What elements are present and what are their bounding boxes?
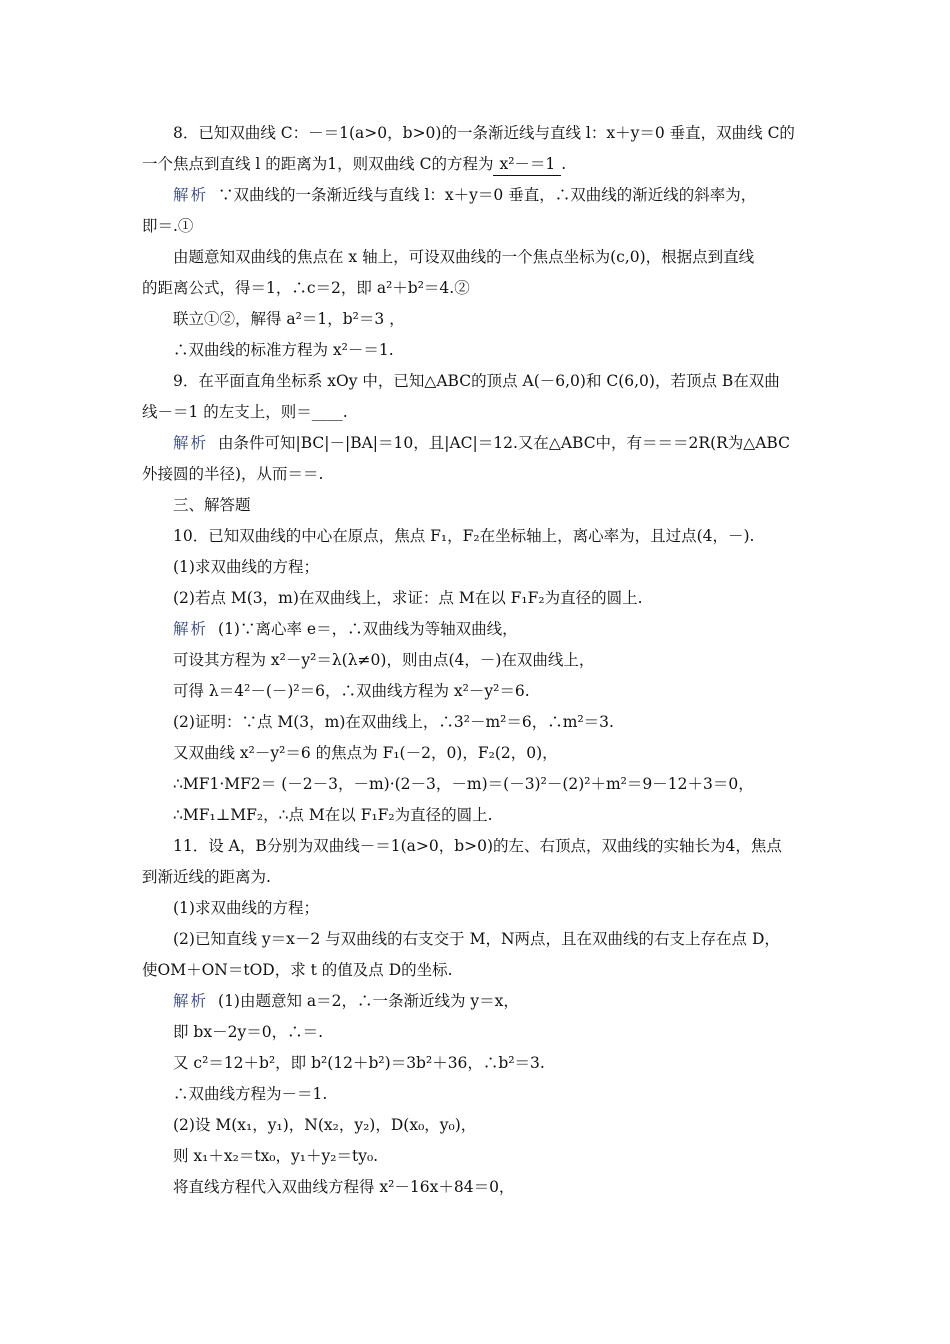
analysis-label: 解析 [173, 992, 209, 1010]
text-line [142, 583, 814, 614]
line-text: ∴双曲线方程为－＝1. [173, 1085, 328, 1103]
line-text: 联立①②，解得 a²＝1，b²＝3 ， [173, 310, 405, 328]
text-line [142, 645, 814, 676]
text-line [142, 304, 814, 335]
line-text: 8．已知双曲线 C：－＝1(a>0，b>0)的一条渐近线与直线 l：x＋y＝0 垂直，双曲线 C的 [173, 124, 795, 142]
document-body [142, 118, 814, 1203]
text-line [142, 893, 814, 924]
text-line [142, 1017, 814, 1048]
line-text: 又 c²＝12＋b²，即 b²(12＋b²)＝3b²＋36，∴b²＝3. [173, 1054, 545, 1072]
text-line [142, 1079, 814, 1110]
line-text: 使OM＋ON＝tOD，求 t 的值及点 D的坐标. [142, 961, 453, 979]
line-text: 线－＝1 的左支上，则＝____. [142, 403, 348, 421]
line-text: (1)求双曲线的方程； [173, 558, 319, 576]
text-line [142, 459, 814, 490]
text-line [142, 335, 814, 366]
line-text: 可得 λ＝4²－(－)²＝6，∴双曲线方程为 x²－y²＝6. [173, 682, 530, 700]
line-text: (1)由题意知 a＝2，∴一条渐近线为 y＝x， [218, 992, 519, 1010]
line-text: 由题意知双曲线的焦点在 x 轴上，可设双曲线的一个焦点坐标为(c,0)，根据点到直线 [173, 248, 755, 266]
text-line [142, 428, 814, 459]
line-text: 又双曲线 x²－y²＝6 的焦点为 F₁(－2，0)，F₂(2，0)， [173, 744, 558, 762]
text-line [142, 707, 814, 738]
line-text: ∴MF1·MF2＝ (－2－3，－m)·(2－3，－m)＝(－3)²－(2)²＋m²＝9－12＋3＝0， [173, 775, 754, 793]
text-line [142, 1048, 814, 1079]
line-text: 9．在平面直角坐标系 xOy 中，已知△ABC的顶点 A(－6,0)和 C(6,0)，若顶点 B在双曲 [173, 372, 780, 390]
text-line [142, 180, 814, 211]
line-text: ∵双曲线的一条渐近线与直线 l：x＋y＝0 垂直，∴双曲线的渐近线的斜率为， [218, 186, 757, 204]
text-line [142, 738, 814, 769]
line-text: 10．已知双曲线的中心在原点，焦点 F₁，F₂在坐标轴上，离心率为，且过点(4，－). [173, 527, 755, 545]
analysis-label: 解析 [173, 620, 209, 638]
line-text: 三、解答题 [173, 496, 251, 514]
line-text: 外接圆的半径)，从而＝＝. [142, 465, 324, 483]
analysis-label: 解析 [173, 434, 209, 452]
line-text: (2)已知直线 y＝x－2 与双曲线的右支交于 M，N两点，且在双曲线的右支上存在点 D， [173, 930, 780, 948]
text-line [142, 831, 814, 862]
line-text: (1)∵离心率 e＝，∴双曲线为等轴双曲线， [218, 620, 518, 638]
answer-blank: x²－＝1 [493, 153, 561, 176]
text-line [142, 211, 814, 242]
line-text: ∴双曲线的标准方程为 x²－＝1. [173, 341, 394, 359]
line-text: 可设其方程为 x²－y²＝λ(λ≠0)，则由点(4，－)在双曲线上， [173, 651, 595, 669]
text-line [142, 1141, 814, 1172]
text-line [142, 273, 814, 304]
line-text: 到渐近线的距离为. [142, 868, 271, 886]
text-line [142, 614, 814, 645]
text-line [142, 521, 814, 552]
line-text: 一个焦点到直线 l 的距离为1，则双曲线 C的方程为 [142, 155, 494, 173]
line-text: 的距离公式，得＝1，∴c＝2，即 a²＋b²＝4.② [142, 279, 470, 297]
text-line [142, 552, 814, 583]
text-line [142, 490, 814, 521]
text-line [142, 924, 814, 955]
text-line [142, 1110, 814, 1141]
text-line [142, 769, 814, 800]
line-text: 即＝.① [142, 217, 194, 235]
text-line [142, 1172, 814, 1203]
text-line [142, 862, 814, 893]
text-line [142, 118, 814, 149]
line-text: 11．设 A，B分别为双曲线－＝1(a>0，b>0)的左、右顶点，双曲线的实轴长为4，焦点 [173, 837, 782, 855]
line-text: 即 bx－2y＝0，∴＝. [173, 1023, 323, 1041]
line-text: 由条件可知|BC|－|BA|＝10，且|AC|＝12.又在△ABC中，有＝＝＝2R(R为△ABC [218, 434, 790, 452]
line-text: (2)设 M(x₁，y₁)，N(x₂，y₂)，D(x₀，y₀)， [173, 1116, 477, 1134]
text-line [142, 800, 814, 831]
text-line [142, 676, 814, 707]
text-line [142, 149, 814, 180]
analysis-label: 解析 [173, 186, 209, 204]
text-line [142, 397, 814, 428]
line-text: ∴MF₁⊥MF₂，∴点 M在以 F₁F₂为直径的圆上. [173, 806, 493, 824]
line-text: 将直线方程代入双曲线方程得 x²－16x＋84＝0， [173, 1178, 515, 1196]
text-line [142, 955, 814, 986]
line-text: (2)若点 M(3，m)在双曲线上，求证：点 M在以 F₁F₂为直径的圆上. [173, 589, 643, 607]
line-text: (1)求双曲线的方程； [173, 899, 319, 917]
line-text: (2)证明：∵点 M(3，m)在双曲线上，∴3²－m²＝6，∴m²＝3. [173, 713, 614, 731]
line-text: 则 x₁＋x₂＝tx₀，y₁＋y₂＝ty₀. [173, 1147, 379, 1165]
text-line [142, 366, 814, 397]
text-line [142, 242, 814, 273]
line-text-end: . [561, 155, 567, 173]
text-line [142, 986, 814, 1017]
